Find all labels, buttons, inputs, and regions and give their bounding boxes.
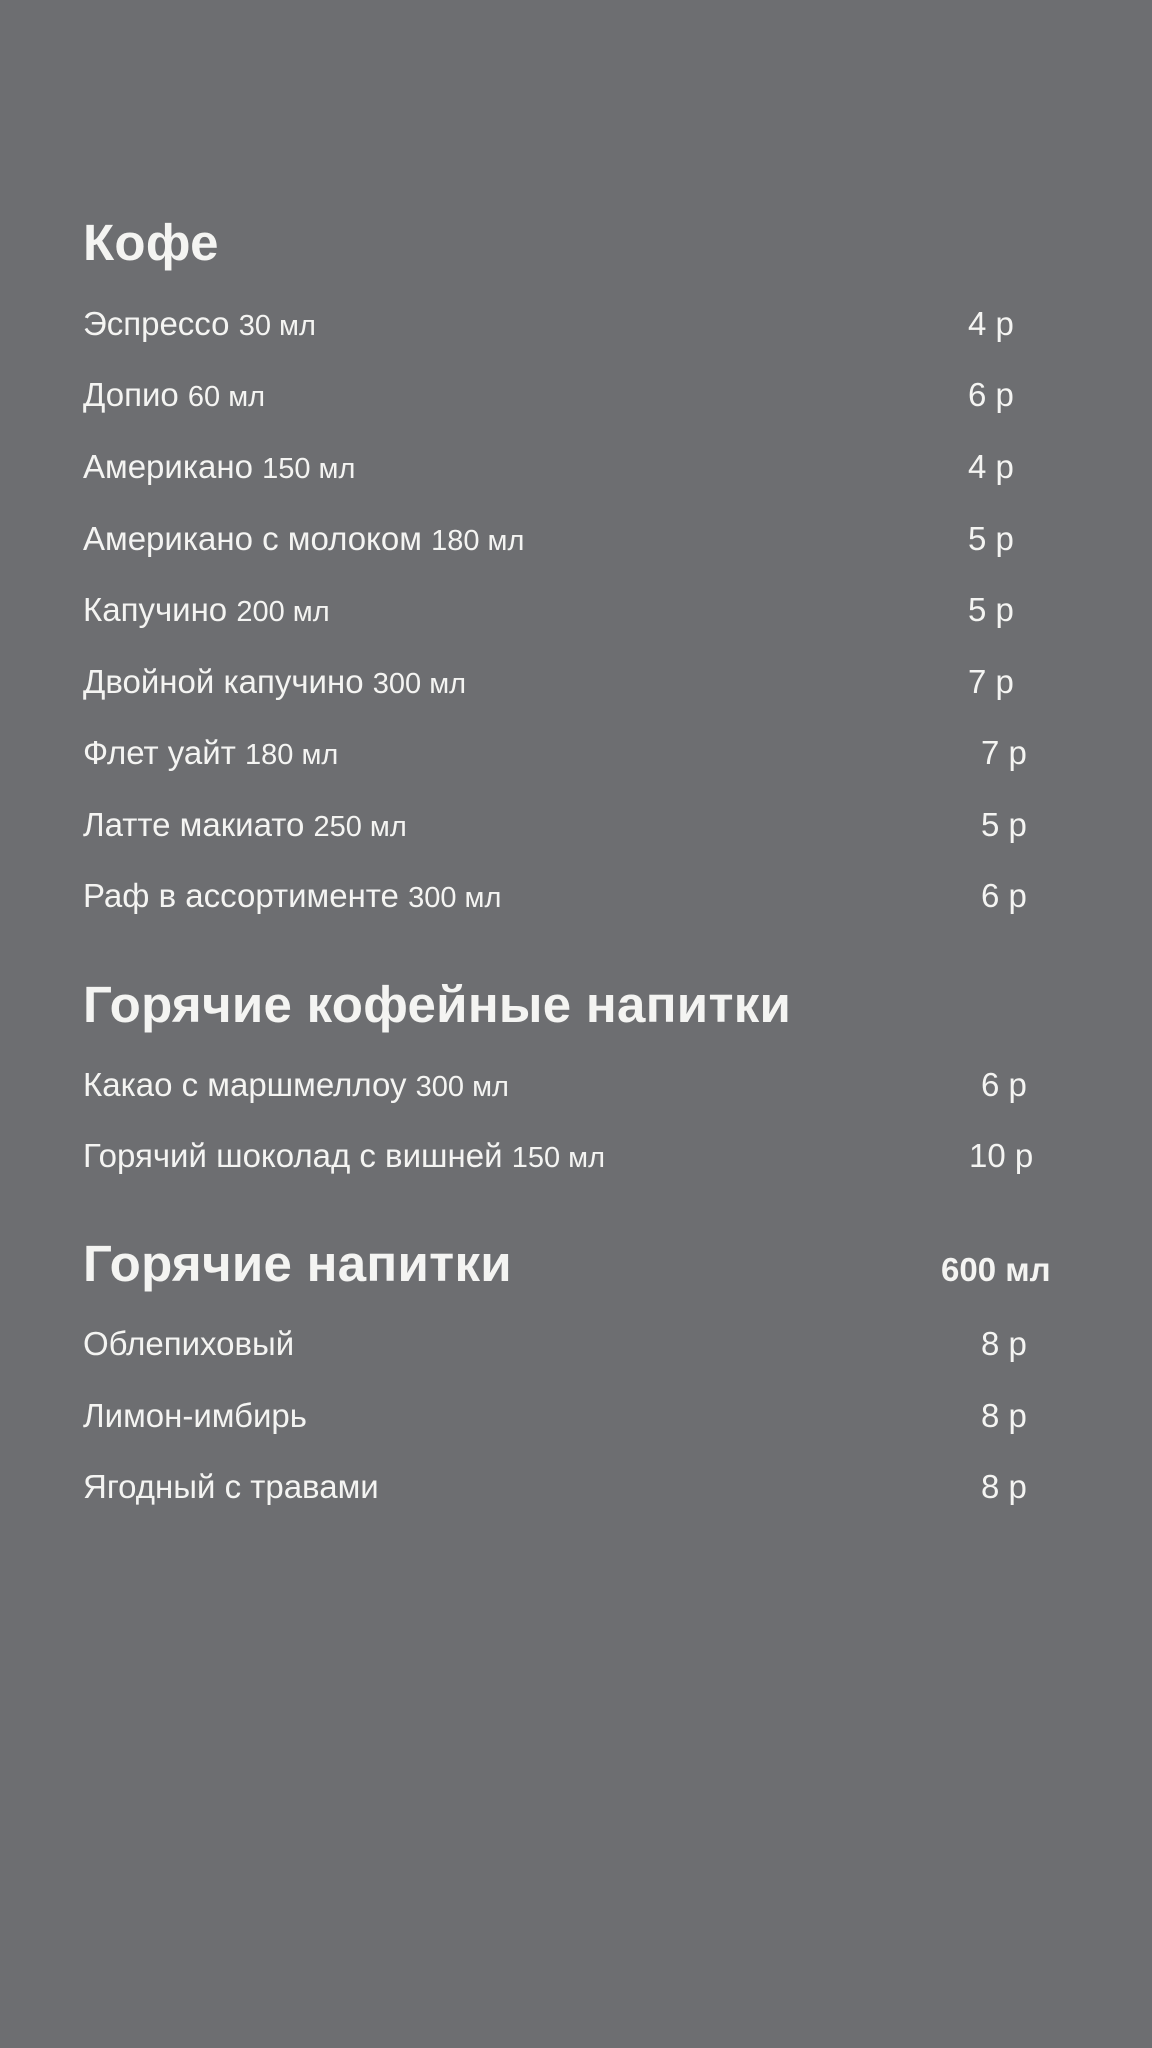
item-name: Какао с маршмеллоу [83,1066,407,1103]
item-price: 8 р [981,1325,1027,1362]
item-name: Облепиховый [83,1325,295,1362]
section-volume-note: 600 мл [941,1251,1051,1288]
menu-item [83,300,1083,348]
item-volume: 300 мл [408,882,502,914]
item-volume: 150 мл [511,1142,605,1174]
item-price: 10 р [969,1137,1034,1174]
item-label [83,586,330,636]
item-price: 4 р [968,305,1014,342]
item-label [83,371,265,421]
item-name: Двойной капучино [83,663,364,700]
item-price: 6 р [981,1066,1027,1103]
item-price: 5 р [968,591,1014,628]
item-volume: 60 мл [187,381,266,413]
item-label [83,801,407,851]
menu-item [83,371,1083,419]
item-price: 6 р [981,877,1027,914]
item-price: 5 р [968,520,1014,557]
item-name: Капучино [83,591,228,628]
item-price: 6 р [968,376,1014,413]
menu-item [83,1061,1083,1109]
section-title-hot-coffee-drinks: Горячие кофейные напитки [83,976,792,1033]
item-label [83,658,466,708]
menu-item [83,1463,1083,1511]
item-volume: 300 мл [415,1071,509,1103]
item-name: Американо [83,448,253,485]
item-name: Горячий шоколад с вишней [83,1137,503,1174]
item-name: Эспрессо [83,305,230,342]
item-label [83,515,524,565]
item-price: 4 р [968,448,1014,485]
section-title-coffee: Кофе [83,214,219,271]
item-label [83,443,355,493]
item-label [83,729,338,779]
item-label [83,1061,509,1111]
item-volume: 150 мл [262,453,356,485]
item-label [83,300,316,350]
menu-item [83,1132,1083,1180]
menu-item [83,729,1083,777]
item-price: 8 р [981,1468,1027,1505]
item-name: Латте макиато [83,806,305,843]
item-volume: 300 мл [372,668,467,700]
item-volume: 180 мл [245,739,339,771]
item-price: 7 р [981,734,1027,771]
menu-item [83,443,1083,491]
menu-item [83,801,1083,849]
item-name: Допио [83,376,179,413]
drinks-menu [83,0,1083,2048]
item-volume: 180 мл [431,525,525,557]
menu-item [83,1320,1083,1368]
section-title-hot-drinks: Горячие напитки [83,1235,512,1292]
menu-item [83,872,1083,920]
item-name: Флет уайт [83,734,236,771]
item-name: Лимон-имбирь [83,1397,307,1434]
item-name: Американо с молоком [83,520,422,557]
item-label [83,872,501,922]
menu-item [83,586,1083,634]
item-volume: 30 мл [238,310,316,342]
menu-item [83,1392,1083,1440]
menu-item [83,658,1083,706]
menu-item [83,515,1083,563]
item-price: 8 р [981,1397,1027,1434]
item-volume: 250 мл [313,811,407,843]
item-label [83,1132,605,1182]
item-volume: 200 мл [236,596,330,628]
item-name: Ягодный с травами [83,1468,379,1505]
item-price: 7 р [968,663,1014,700]
item-price: 5 р [981,806,1027,843]
item-name: Раф в ассортименте [83,877,399,914]
